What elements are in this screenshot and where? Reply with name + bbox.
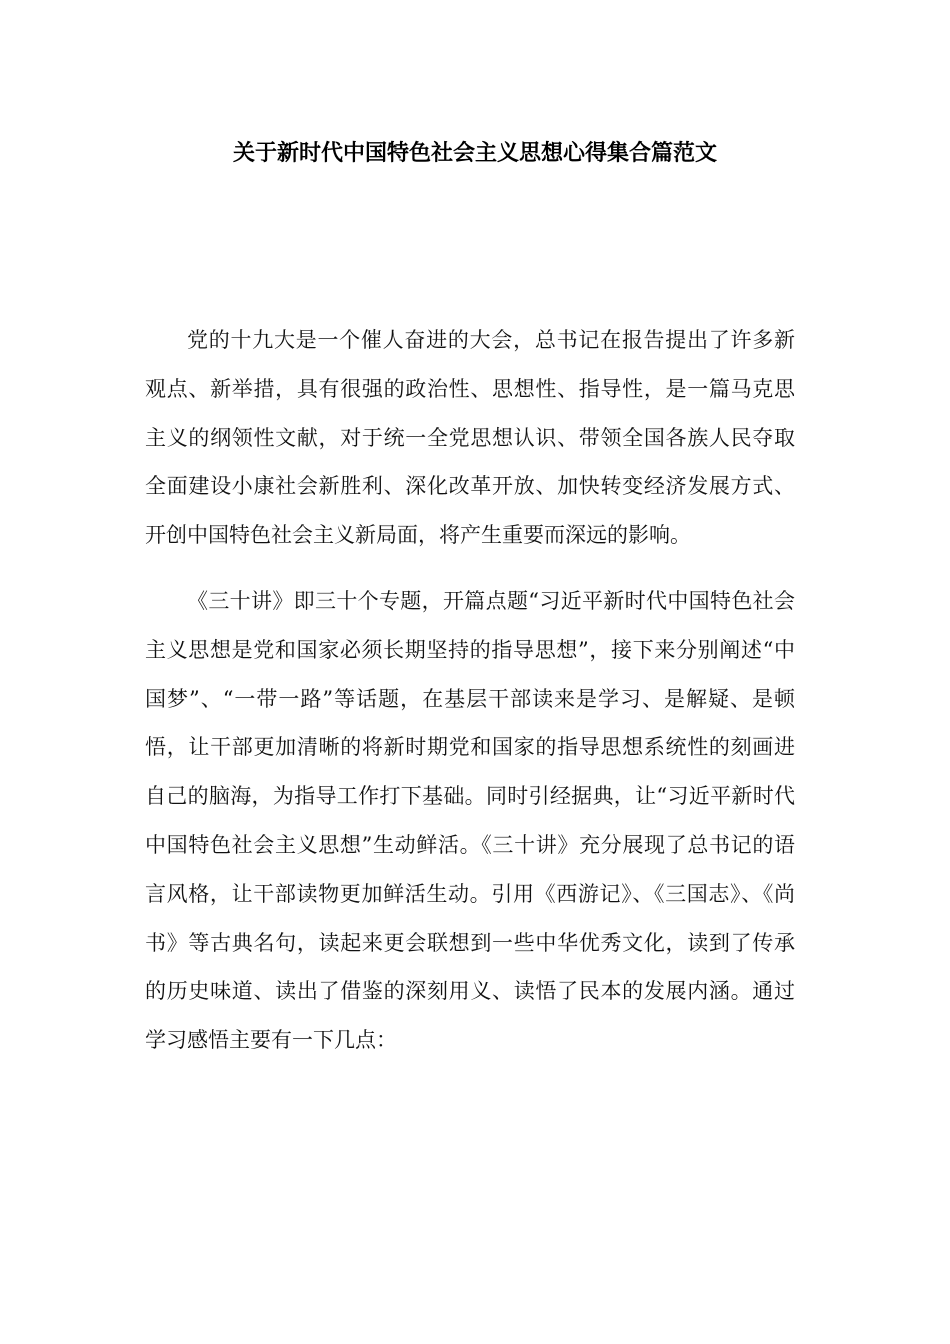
paragraph-2: 《三十讲》即三十个专题，开篇点题“习近平新时代中国特色社会主义思想是党和国家必须长期坚持的指导思想”，接下来分别阐述“中国梦”、“一带一路”等话题，在基层干部读来是学习、是解疑、是顿悟，让干部更加清晰的将新时期党和国家的指导思想系统性的刻画进自己的脑海，为指导工作打下基础。同时引经据典，让“习近平新时代中国特色社会主义思想”生动鲜活。《三十讲》充分展现了总书记的语言风格，让干部读物更加鲜活生动。引用《西游记》、《三国志》、《尚书》等古典名句，读起来更会联想到一些中华优秀文化，读到了传承的历史味道、读出了借鉴的深刻用义、读悟了民本的发展内涵。通过学习感悟主要有一下几点：: [145, 588, 795, 1053]
paragraph-1: 党的十九大是一个催人奋进的大会，总书记在报告提出了许多新观点、新举措，具有很强的政治性、思想性、指导性，是一篇马克思主义的纲领性文献，对于统一全党思想认识、带领全国各族人民夺取全面建设小康社会新胜利、深化改革开放、加快转变经济发展方式、开创中国特色社会主义新局面，将产生重要而深远的影响。: [145, 328, 795, 548]
document-body: [145, 316, 795, 1082]
document-title: 关于新时代中国特色社会主义思想心得集合篇范文: [232, 141, 717, 166]
